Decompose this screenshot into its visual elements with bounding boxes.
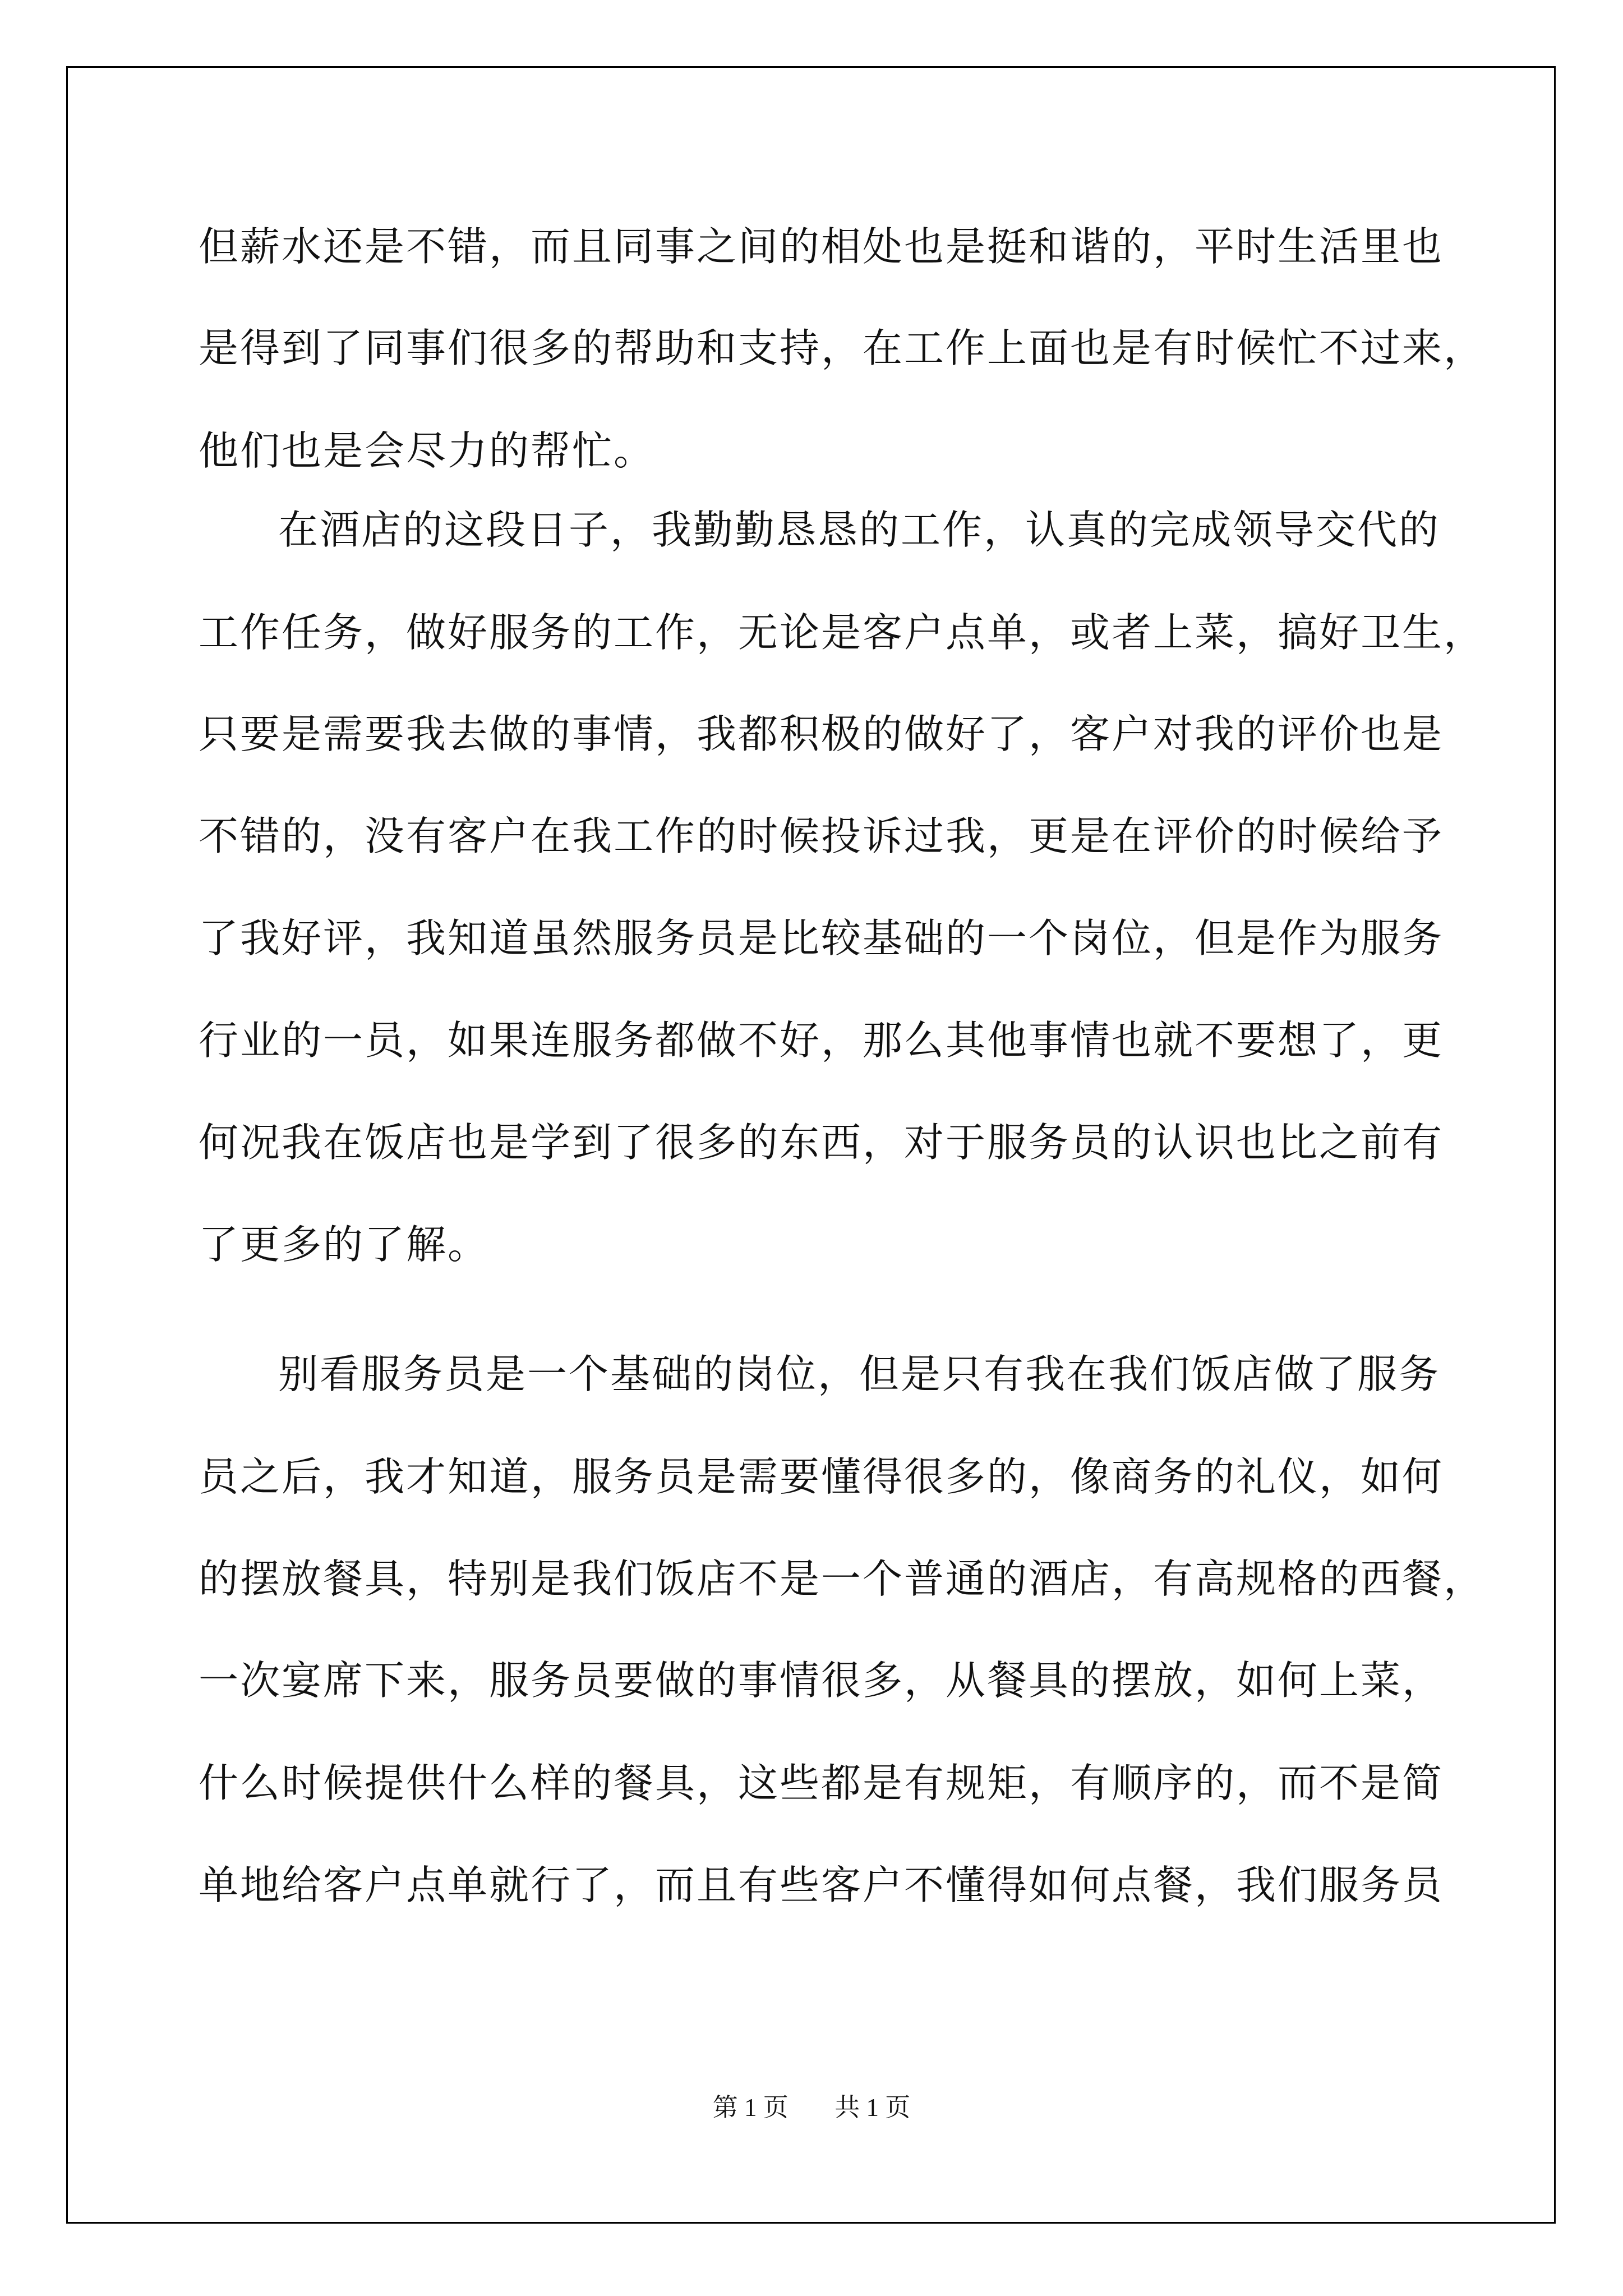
text-line: 员之后，我才知道，服务员是需要懂得很多的，像商务的礼仪，如何 [199,1453,1444,1500]
text-line: 但薪水还是不错，而且同事之间的相处也是挺和谐的，平时生活里也 [199,223,1444,270]
text-line: 什么时候提供什么样的餐具，这些都是有规矩，有顺序的，而不是简 [199,1760,1444,1806]
text-line: 了我好评，我知道虽然服务员是比较基础的一个岗位，但是作为服务 [199,915,1444,961]
text-line: 不错的，没有客户在我工作的时候投诉过我，更是在评价的时候给予 [199,813,1444,859]
text-line: 何况我在饭店也是学到了很多的东西，对于服务员的认识也比之前有 [199,1119,1444,1166]
text-line: 了更多的了解。 [199,1221,490,1268]
text-line: 一次宴席下来，服务员要做的事情很多，从餐具的摆放，如何上菜， [199,1657,1444,1704]
paragraph-first-line: 在酒店的这段日子，我勤勤恳恳的工作，认真的完成领导交代的 [278,507,1441,553]
text-line: 他们也是会尽力的帮忙。 [199,427,656,474]
text-line: 是得到了同事们很多的帮助和支持，在工作上面也是有时候忙不过来， [199,325,1486,371]
page-number: 第 1 页 [712,2093,789,2122]
text-line: 单地给客户点单就行了，而且有些客户不懂得如何点餐，我们服务员 [199,1862,1444,1908]
text-line: 只要是需要我去做的事情，我都积极的做好了，客户对我的评价也是 [199,711,1444,757]
page-total: 共 1 页 [834,2093,911,2122]
paragraph-first-line: 别看服务员是一个基础的岗位，但是只有我在我们饭店做了服务 [278,1351,1441,1397]
page-footer [0,2087,1623,2123]
text-line: 行业的一员，如果连服务都做不好，那么其他事情也就不要想了，更 [199,1017,1444,1064]
text-line: 工作任务，做好服务的工作，无论是客户点单，或者上菜，搞好卫生， [199,609,1486,656]
text-line: 的摆放餐具，特别是我们饭店不是一个普通的酒店，有高规格的西餐， [199,1556,1486,1602]
